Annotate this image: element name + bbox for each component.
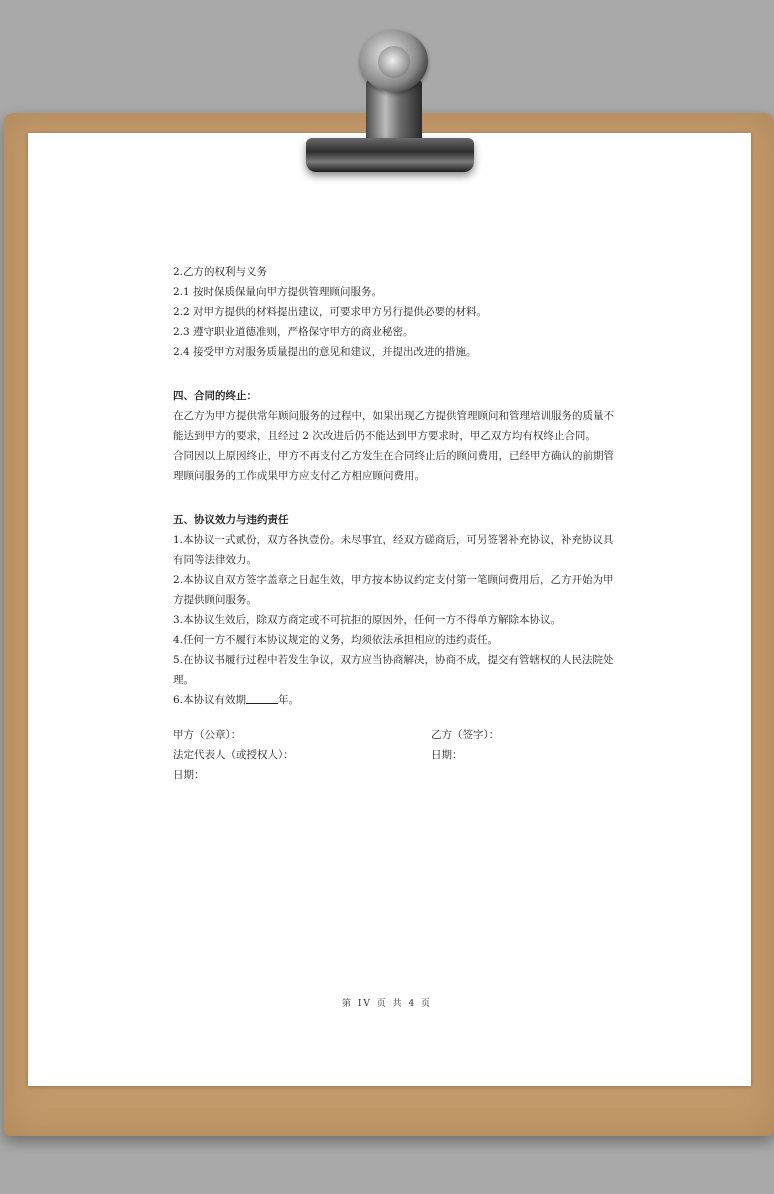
page-footer: 第 IV 页 共 4 页: [341, 999, 433, 1009]
rights-item: 2.2 对甲方提供的材料提出建议，可要求甲方另行提供必要的材料。: [173, 306, 488, 318]
validity-line: 理。: [173, 674, 194, 686]
rights-title: 2.乙方的权利与义务: [173, 266, 268, 278]
termination-heading: 四、合同的终止：: [173, 390, 257, 402]
term-prefix: 6.本协议有效期: [173, 694, 247, 706]
rights-item: 2.1 按时保质保量向甲方提供管理顾问服务。: [173, 286, 383, 298]
term-blank: [246, 691, 278, 704]
validity-term: [173, 690, 613, 710]
date-b-label: 日期：: [431, 749, 463, 761]
rights-item: 2.3 遵守职业道德准则，严格保守甲方的商业秘密。: [173, 326, 414, 338]
signature-party-b: [431, 725, 499, 765]
clip-hole: [378, 46, 410, 78]
validity-line: 1.本协议一式贰份，双方各执壹份。未尽事宜，经双方磋商后，可另签署补充协议，补充协议具: [173, 534, 614, 546]
validity-line: 方提供顾问服务。: [173, 594, 257, 606]
signature-party-a: [173, 725, 294, 785]
validity-line: 4.任何一方不履行本协议规定的义务，均须依法承担相应的违约责任。: [173, 634, 499, 646]
legal-rep-label: 法定代表人（或授权人）：: [173, 749, 294, 761]
date-a-label: 日期：: [173, 769, 205, 781]
termination-line: 合同因以上原因终止，甲方不再支付乙方发生在合同终止后的顾问费用，已经甲方确认的前期管: [173, 450, 614, 462]
termination-line: 能达到甲方的要求，且经过 2 次改进后仍不能达到甲方要求时，甲乙双方均有权终止合同。: [173, 430, 596, 442]
clip-base: [306, 138, 474, 172]
validity-line: 2.本协议自双方签字盖章之日起生效，甲方按本协议约定支付第一笔顾问费用后，乙方开始为甲: [173, 574, 614, 586]
party-b-label: 乙方（签字）：: [431, 729, 500, 741]
validity-heading: 五、协议效力与违约责任: [173, 514, 289, 526]
document-body: [173, 262, 613, 710]
termination-line: 理顾问服务的工作成果甲方应支付乙方相应顾问费用。: [173, 470, 425, 482]
validity-line: 3.本协议生效后，除双方商定或不可抗拒的原因外，任何一方不得单方解除本协议。: [173, 614, 562, 626]
validity-line: 有同等法律效力。: [173, 554, 257, 566]
rights-item: 2.4 接受甲方对服务质量提出的意见和建议，并提出改进的措施。: [173, 346, 477, 358]
term-suffix: 年。: [278, 694, 300, 706]
validity-line: 5.在协议书履行过程中若发生争议，双方应当协商解决，协商不成，提交有管辖权的人民法院处: [173, 654, 614, 666]
termination-line: 在乙方为甲方提供常年顾问服务的过程中，如果出现乙方提供管理顾问和管理培训服务的质量不: [173, 410, 614, 422]
party-a-label: 甲方（公章）：: [173, 729, 242, 741]
